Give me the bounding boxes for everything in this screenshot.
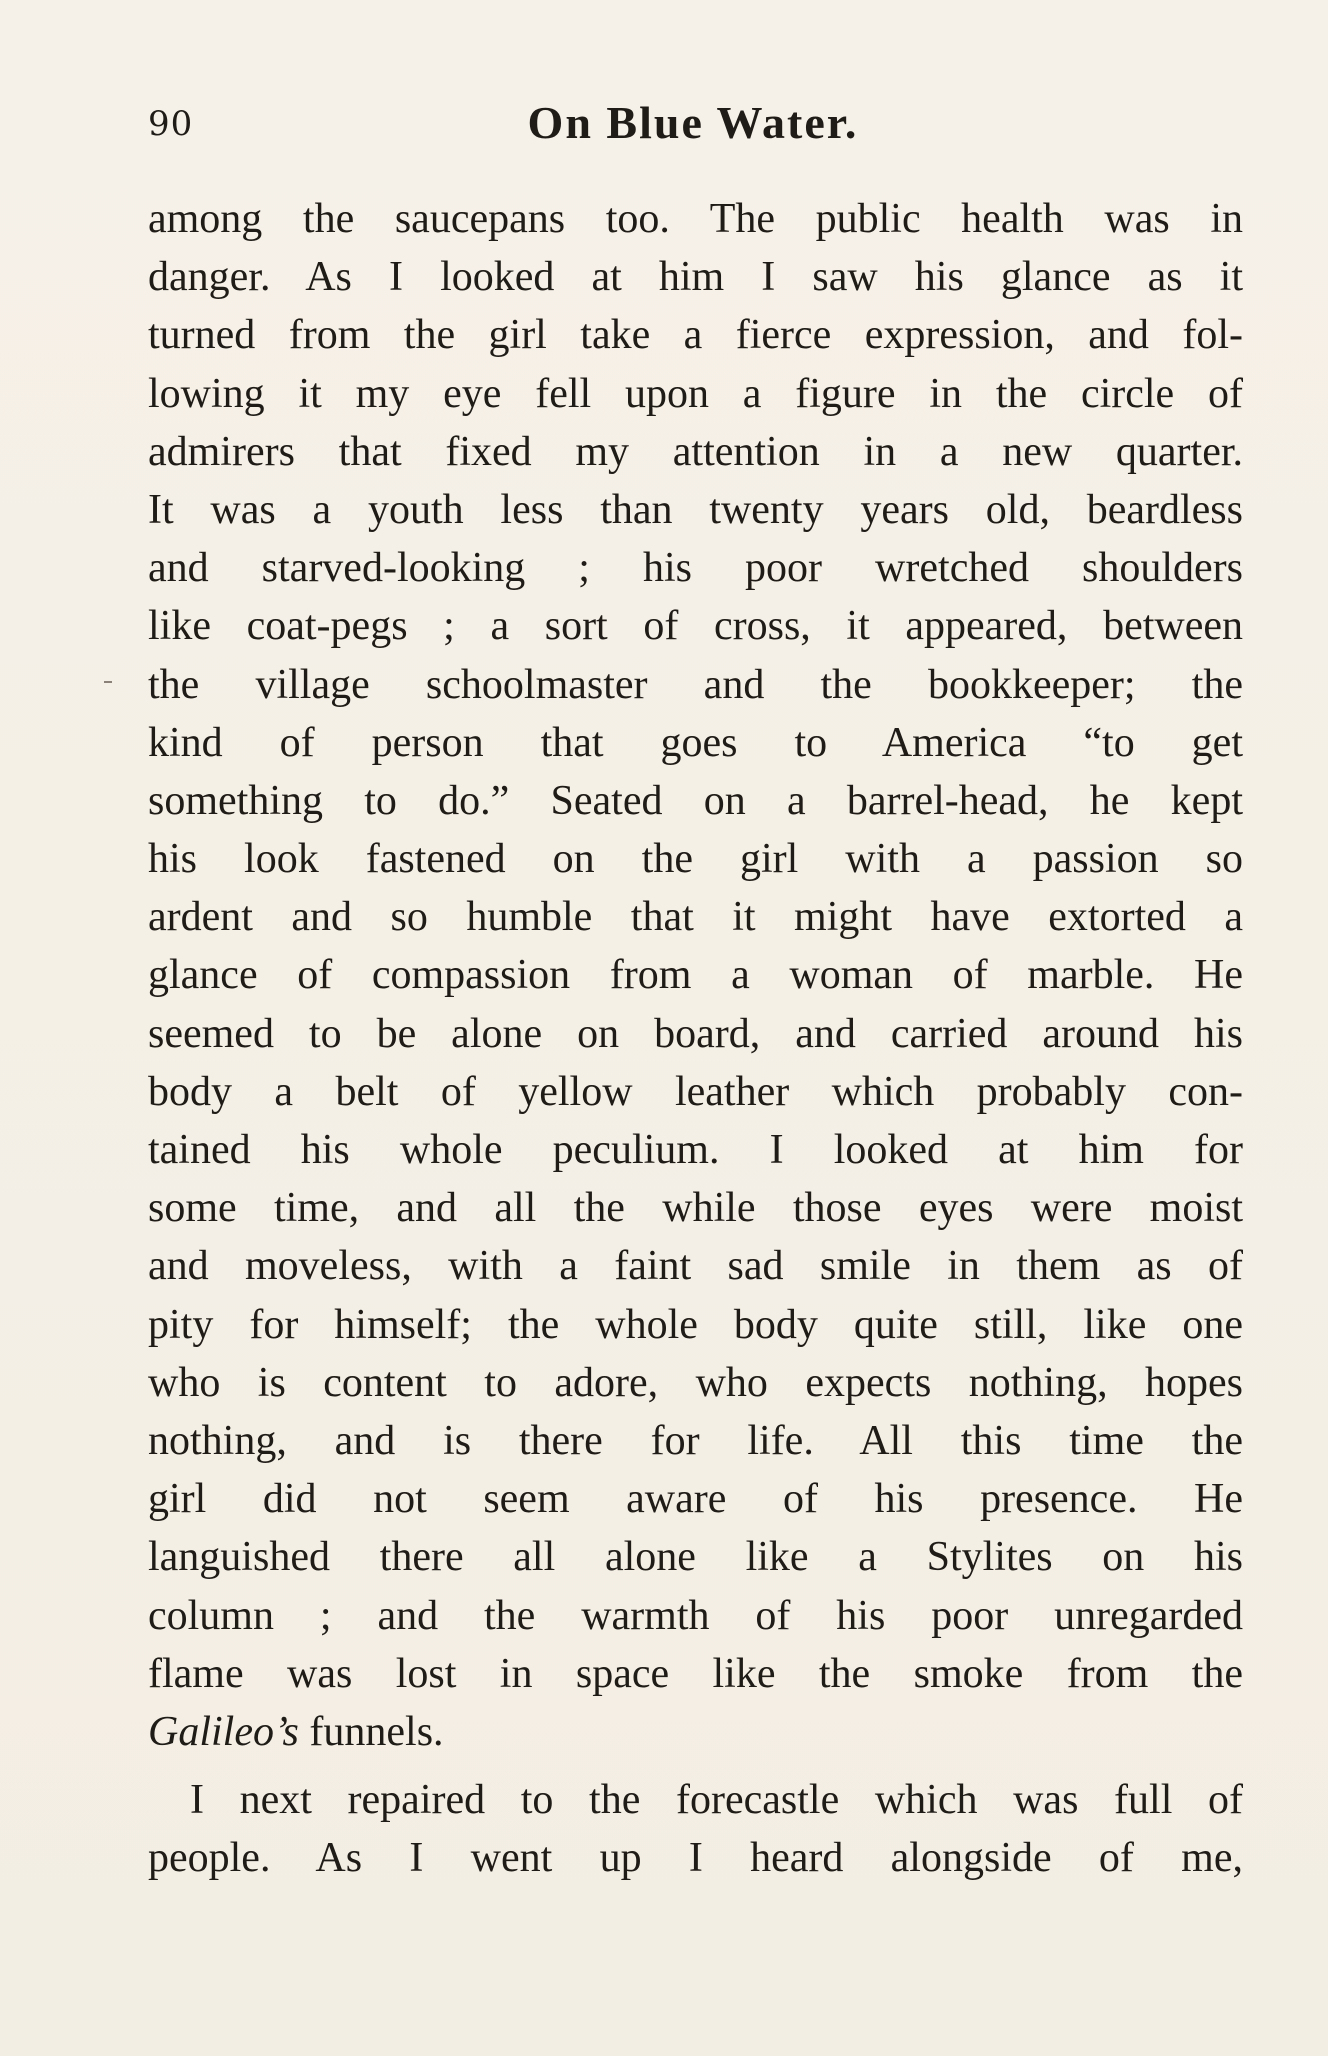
page-header — [148, 88, 1238, 158]
text-line: ardent and so humble that it might have extorted a — [148, 894, 1243, 941]
text-line-tail: funnels. — [298, 1708, 444, 1755]
body-text — [148, 190, 1243, 1887]
paragraph — [148, 190, 1243, 1761]
text-line: kind of person that goes to America “to get — [148, 719, 1243, 766]
paragraph-gap — [148, 1761, 1243, 1771]
text-line: seemed to be alone on board, and carried around his — [148, 1010, 1243, 1057]
text-line: lowing it my eye fell upon a figure in the circle of — [148, 370, 1243, 417]
text-line: I next repaired to the forecastle which was full of — [190, 1777, 1243, 1824]
paragraph — [148, 1771, 1243, 1887]
ship-name: Galileo’s — [148, 1708, 299, 1755]
text-line: nothing, and is there for life. All this time the — [148, 1417, 1243, 1464]
text-line: like coat-pegs ; a sort of cross, it appeared, between — [148, 603, 1243, 650]
text-line: danger. As I looked at him I saw his glance as it — [148, 254, 1243, 301]
text-line: the village schoolmaster and the bookkeeper; the — [148, 661, 1243, 708]
margin-mark — [104, 681, 112, 683]
text-line: and moveless, with a faint sad smile in them as of — [148, 1243, 1243, 1290]
text-line: glance of compassion from a woman of marble. He — [148, 952, 1243, 999]
text-line: body a belt of yellow leather which probably con- — [148, 1068, 1243, 1115]
text-line: turned from the girl take a fierce expression, and fol- — [148, 312, 1243, 359]
page-number: 90 — [148, 104, 194, 144]
text-line: some time, and all the while those eyes were moist — [148, 1185, 1243, 1232]
text-line: people. As I went up I heard alongside of me, — [148, 1835, 1243, 1882]
text-line: flame was lost in space like the smoke from the — [148, 1650, 1243, 1697]
text-line: languished there all alone like a Stylites on his — [148, 1534, 1243, 1581]
text-line: his look fastened on the girl with a passion so — [148, 836, 1243, 883]
text-line: who is content to adore, who expects nothing, hopes — [148, 1359, 1243, 1406]
text-line: pity for himself; the whole body quite still, like one — [148, 1301, 1243, 1348]
text-line: girl did not seem aware of his presence. He — [148, 1476, 1243, 1523]
text-line: something to do.” Seated on a barrel-head, he kept — [148, 777, 1243, 824]
text-line: among the saucepans too. The public health was in — [148, 196, 1243, 242]
text-line: column ; and the warmth of his poor unregarded — [148, 1592, 1243, 1639]
text-line: tained his whole peculium. I looked at him for — [148, 1127, 1243, 1173]
text-line-final — [148, 1703, 1243, 1761]
text-line: It was a youth less than twenty years old, beardless — [148, 486, 1243, 533]
text-line: and starved-looking ; his poor wretched shoulders — [148, 545, 1243, 592]
running-title: On Blue Water. — [527, 97, 859, 148]
text-line: admirers that fixed my attention in a new quarter. — [148, 428, 1243, 475]
